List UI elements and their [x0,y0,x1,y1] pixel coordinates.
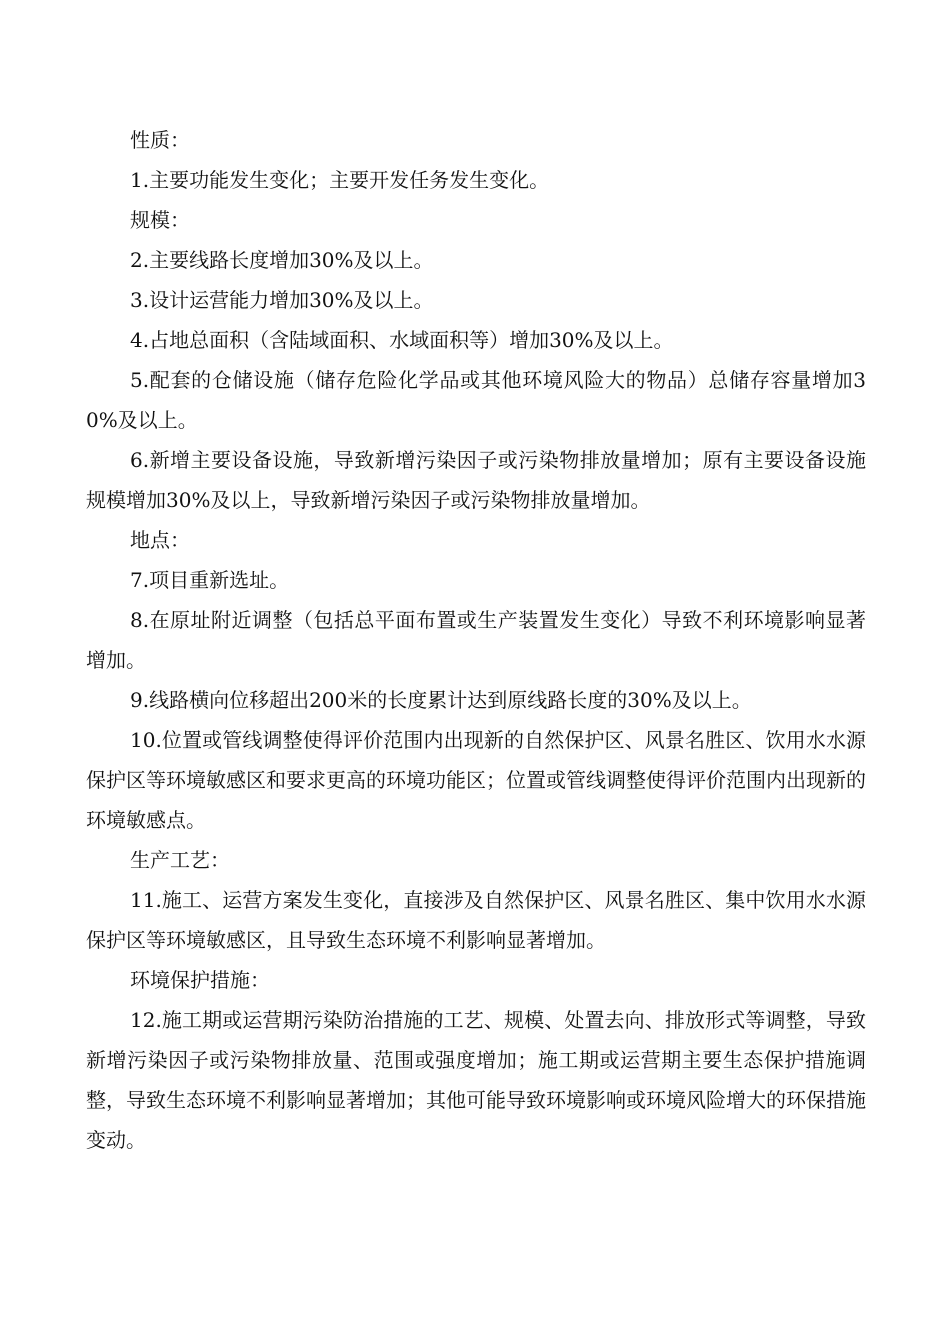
document-body [86,120,866,1160]
clause-2: 2.主要线路长度增加30%及以上。 [130,248,434,272]
section-heading-process: 生产工艺： [130,848,230,872]
clause-1: 1.主要功能发生变化；主要开发任务发生变化。 [130,168,550,192]
clause-4: 4.占地总面积（含陆域面积、水域面积等）增加30%及以上。 [130,328,674,352]
clause-8: 8.在原址附近调整（包括总平面布置或生产装置发生变化）导致不利环境影响显著增加。 [86,608,866,672]
section-heading-protection: 环境保护措施： [130,968,270,992]
clause-9: 9.线路横向位移超出200米的长度累计达到原线路长度的30%及以上。 [130,688,752,712]
section-heading-nature: 性质： [130,128,190,152]
clause-3: 3.设计运营能力增加30%及以上。 [130,288,434,312]
clause-11: 11.施工、运营方案发生变化，直接涉及自然保护区、风景名胜区、集中饮用水水源保护区等环境敏感区，且导致生态环境不利影响显著增加。 [86,888,866,952]
clause-6: 6.新增主要设备设施，导致新增污染因子或污染物排放量增加；原有主要设备设施规模增加30%及以上，导致新增污染因子或污染物排放量增加。 [86,448,866,512]
clause-10: 10.位置或管线调整使得评价范围内出现新的自然保护区、风景名胜区、饮用水水源保护区等环境敏感区和要求更高的环境功能区；位置或管线调整使得评价范围内出现新的环境敏感点。 [86,728,866,832]
clause-5: 5.配套的仓储设施（储存危险化学品或其他环境风险大的物品）总储存容量增加30%及以上。 [86,368,866,432]
clause-7: 7.项目重新选址。 [130,568,290,592]
section-heading-scale: 规模： [130,208,190,232]
clause-12: 12.施工期或运营期污染防治措施的工艺、规模、处置去向、排放形式等调整，导致新增污染因子或污染物排放量、范围或强度增加；施工期或运营期主要生态保护措施调整，导致生态环境不利影响显著增加；其他可能导致环境影响或环境风险增大的环保措施变动。 [86,1008,866,1152]
section-heading-location: 地点： [130,528,190,552]
